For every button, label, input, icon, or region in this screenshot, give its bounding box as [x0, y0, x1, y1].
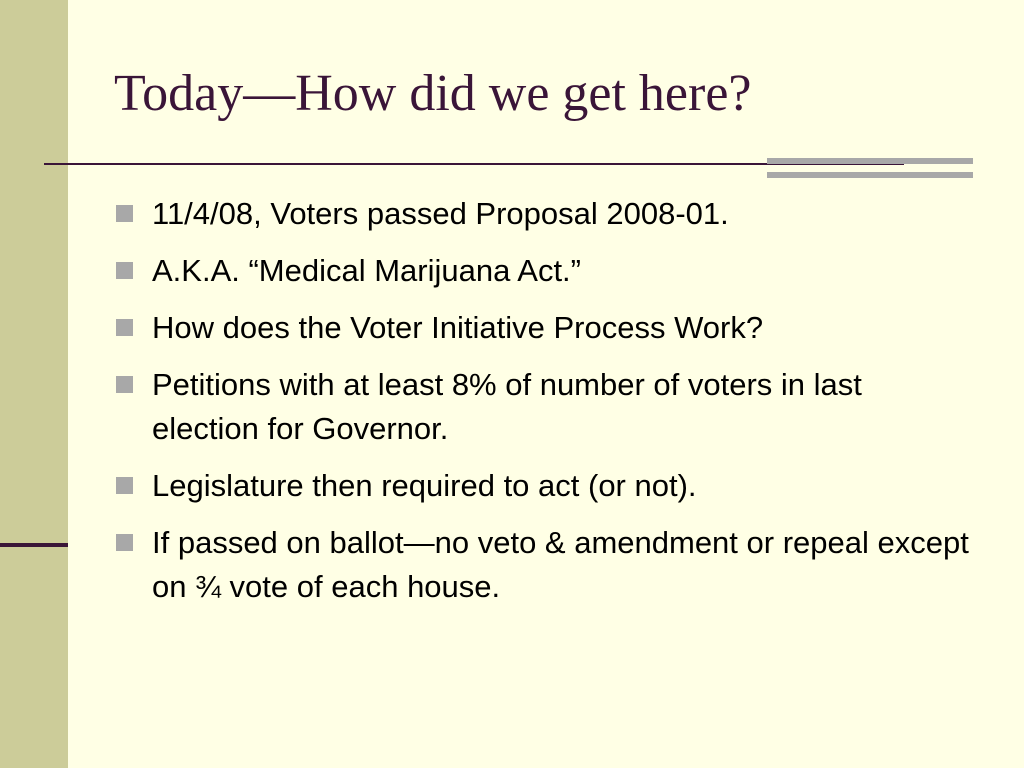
bullet-text: A.K.A. “Medical Marijuana Act.” — [152, 253, 581, 288]
bullet-text: Legislature then required to act (or not). — [152, 468, 697, 503]
square-bullet-icon — [116, 534, 133, 551]
bullet-item — [116, 192, 976, 236]
accent-bar-top — [767, 158, 973, 164]
bullet-item — [116, 249, 976, 293]
left-accent-line — [0, 543, 68, 547]
slide-title: Today—How did we get here? — [114, 65, 752, 122]
bullet-text: Petitions with at least 8% of number of voters in last election for Governor. — [152, 367, 862, 446]
square-bullet-icon — [116, 319, 133, 336]
accent-bar-bottom — [767, 172, 973, 178]
square-bullet-icon — [116, 262, 133, 279]
bullet-text: If passed on ballot—no veto & amendment or repeal except on ¾ vote of each house. — [152, 525, 969, 604]
bullet-item — [116, 464, 976, 508]
square-bullet-icon — [116, 477, 133, 494]
bullet-item — [116, 306, 976, 350]
bullet-item — [116, 363, 976, 451]
bullet-text: 11/4/08, Voters passed Proposal 2008-01. — [152, 196, 729, 231]
bullet-list — [116, 192, 976, 622]
square-bullet-icon — [116, 205, 133, 222]
bullet-text: How does the Voter Initiative Process Work? — [152, 310, 764, 345]
left-decorative-band — [0, 0, 68, 768]
square-bullet-icon — [116, 376, 133, 393]
bullet-item — [116, 521, 976, 609]
